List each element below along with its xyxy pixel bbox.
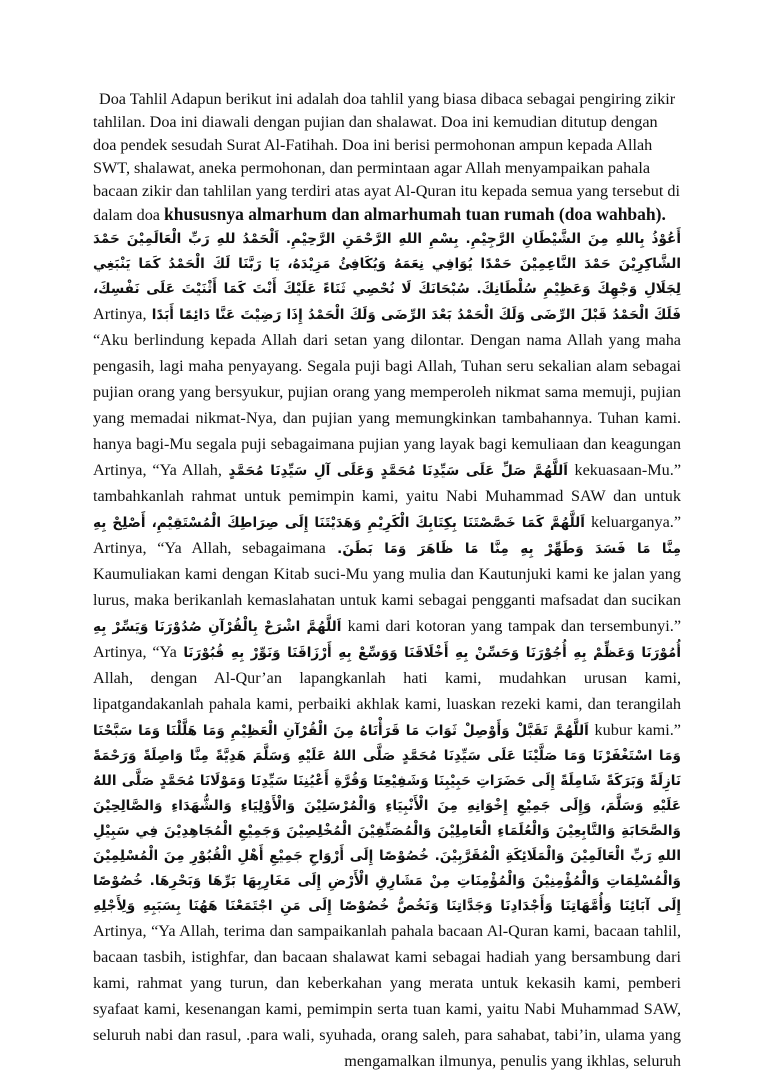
arabic-prayer-2: اَللَّهُمَّ صَلِّ عَلَى سَيِّدِنَا مُحَمَّدٍ وَعَلَى آلِ سَيِّدِنَا مُحَمَّدٍ [228, 463, 568, 479]
arabic-text-block [93, 227, 681, 1075]
translation-2: Artinya, “Ya Allah, tambahkanlah rahmat untuk pemimpin kami, yaitu Nabi Muhammad SAW dan untuk keluarganya.” [93, 461, 682, 531]
translation-3: Artinya, “Ya Allah, sebagaimana Kaumuliakan kami dengan Kitab suci-Mu yang mulia dan Kautunjuki kami ke jalan yang lurus, maka berikanlah kemaslahatan untuk kami sebagai pengganti mafsadat dan sucikan kami dari kotoran yang tampak dan tersembunyi.” [93, 539, 682, 635]
translation-4: Artinya, “Ya Allah, dengan Al-Qur’an lapangkanlah hati kami, mudahkan urusan kami, lipatgandakanlah pahala kami, perbaiki akhlak kami, luaskan rezeki kami, dan terangilah kubur kami.” [93, 643, 681, 739]
intro-bold-text: khususnya almarhum dan almarhumah tuan rumah (doa wahbah). [164, 204, 666, 224]
translation-1: Artinya, “Aku berlindung kepada Allah dari setan yang dilontar. Dengan nama Allah yang maha pengasih, lagi maha penyayang. Segala puji bagi Allah, Tuhan seru sekalian alam sebagai pujian orang yang bersyukur, pujian orang yang memperoleh nikmat sama memuji, pujian yang memadai nikmat-Nya, dan pujian yang memungkinkan tambahannya. Tuhan kami. hanya bagi-Mu segala puji sebagaimana pujian yang layak bagi kemuliaan dan keagungan kekuasaan-Mu.” [93, 305, 682, 479]
arabic-prayer-1: أَعُوْذُ بِاللهِ مِنَ الشَّيْطَانِ الرَّجِيْمِ. بِسْمِ اللهِ الرَّحْمَنِ الرَّحِيْمِ. اَلْحَمْدُ للهِ رَبِّ الْعَالَمِيْنَ حَمْدَ الشَّاكِرِيْنَ حَمْدَ النَّاعِمِيْنَ حَمْدًا يُوَافِي نِعَمَهُ وَيُكَافِئُ مَزِيْدَهُ، يَا رَبَّنَا لَكَ الْحَمْدُ كَمَا يَنْبَغِي لِجَلَالِ وَجْهِكَ وَعَظِيْمِ سُلْطَانِكَ. سُبْحَانَكَ لَا نُحْصِي ثَنَاءً عَلَيْكَ أَنْتَ كَمَا أَثْنَيْتَ عَلَى نَفْسِكَ، فَلَكَ الْحَمْدُ قَبْلَ الرِّضَى وَلَكَ الْحَمْدُ بَعْدَ الرِّضَى وَلَكَ الْحَمْدُ إِذَا رَضِيْتَ عَنَّا دَائِمًا أَبَدًا [93, 231, 682, 323]
arabic-prayer-3: اَللَّهُمَّ كَمَا خَصَّصْتَنَا بِكِتَابِكَ الْكَرِيْمِ وَهَدَيْتَنَا إِلَى صِرَاطِكَ الْمُسْتَقِيْمِ، أَصْلِحْ بِهِ مِنَّا مَا فَسَدَ وَطَهِّرْ بِهِ مِنَّا مَا ظَاهَرَ وَمَا بَطَنَ. [93, 515, 681, 557]
translation-5: Artinya, “Ya Allah, terima dan sampaikanlah pahala bacaan Al-Quran kami, bacaan tahlil, bacaan tasbih, istighfar, dan bacaan shalawat kami sebagai hadiah yang bersambung dari kami, rahmat yang turun, dan keberkahan yang merata untuk kekasih kami, pemberi syafaat kami, kesenangan kami, pemimpin serta tuan kami, yaitu Nabi Muhammad SAW, seluruh nabi dan rasul, .para wali, syuhada, orang saleh, para sahabat, tabi’in, ulama yang mengamalkan ilmunya, penulis yang ikhlas, seluruh [93, 922, 681, 1070]
document-page [93, 88, 682, 1070]
arabic-prayer-4: اَللَّهُمَّ اشْرَحْ بِالْقُرْآنِ صُدُوْرَنَا وَيَسِّرْ بِهِ أُمُوْرَنَا وَعَظِّمْ بِهِ أُجُوْرَنَا وَحَسِّنْ بِهِ أَخْلَاقَنَا وَوَسِّعْ بِهِ أَرْزَاقَنَا وَنَوِّرْ بِهِ قُبُوْرَنَا [93, 619, 681, 661]
body-text [93, 88, 681, 227]
intro-paragraph: Doa Tahlil Adapun berikut ini adalah doa tahlil yang biasa dibaca sebagai pengiring zikir tahlilan. Doa ini diawali dengan pujian dan shalawat. Doa ini kemudian ditutup dengan doa pendek sesudah Surat Al-Fatihah. Doa ini berisi permohonan ampun kepada Allah SWT, shalawat, aneka permohonan, dan permintaan agar Allah menyampaikan pahala bacaan zikir dan tahlilan yang terdiri atas ayat Al-Quran itu kepada semua yang tersebut di dalam doa [93, 90, 681, 224]
arabic-prayer-5: اَللَّهُمَّ تَقَبَّلْ وَأَوْصِلْ ثَوَابَ مَا قَرَأْنَاهُ مِنَ الْقُرْآنِ الْعَظِيْمِ وَمَا هَلَّلْنَا وَمَا سَبَّحْنَا وَمَا اسْتَغْفَرْنَا وَمَا صَلَّيْنَا عَلَى سَيِّدِنَا مُحَمَّدٍ صَلَّى اللهُ عَلَيْهِ وَسَلَّمَ هَدِيَّةً مِنَّا وَاصِلَةً وَرَحْمَةً نَازِلَةً وَبَرَكَةً شَامِلَةً إِلَى حَضَرَاتِ حَبِيْبِنَا وَشَفِيْعِنَا وَقُرَّةِ أَعْيُنِنَا سَيِّدِنَا وَمَوْلَانَا مُحَمَّدٍ صَلَّى اللهُ عَلَيْهِ وَسَلَّمَ، وَإِلَى جَمِيْعِ إِخْوَانِهِ مِنَ الْأَنْبِيَاءِ وَالْمُرْسَلِيْنَ وَالْأَوْلِيَاءِ وَالشُّهَدَاءِ وَالصَّالِحِيْنَ وَالصَّحَابَةِ وَالتَّابِعِيْنَ وَالْعُلَمَاءِ الْعَامِلِيْنَ وَالْمُصَنِّفِيْنَ الْمُخْلِصِيْنَ وَجَمِيْعِ الْمُجَاهِدِيْنَ فِي سَبِيْلِ اللهِ رَبِّ الْعَالَمِيْنَ وَالْمَلَائِكَةِ الْمُقَرَّبِيْنَ. خُصُوْصًا إِلَى أَرْوَاحِ جَمِيْعِ أَهْلِ الْقُبُوْرِ مِنَ الْمُسْلِمِيْنَ وَالْمُسْلِمَاتِ وَالْمُؤْمِنِيْنَ وَالْمُؤْمِنَاتِ مِنْ مَشَارِقِ الْأَرْضِ إِلَى مَغَارِبِهَا بَرِّهَا وَبَحْرِهَا. خُصُوْصًا إِلَى آبَائِنَا وَأُمَّهَاتِنَا وَأَجْدَادِنَا وَجَدَّاتِنَا وَنَخُصُّ خُصُوْصًا إِلَى مَنِ اجْتَمَعْنَا هَهُنَا بِسَبَبِهِ وَلِأَجْلِهِ [93, 723, 681, 914]
